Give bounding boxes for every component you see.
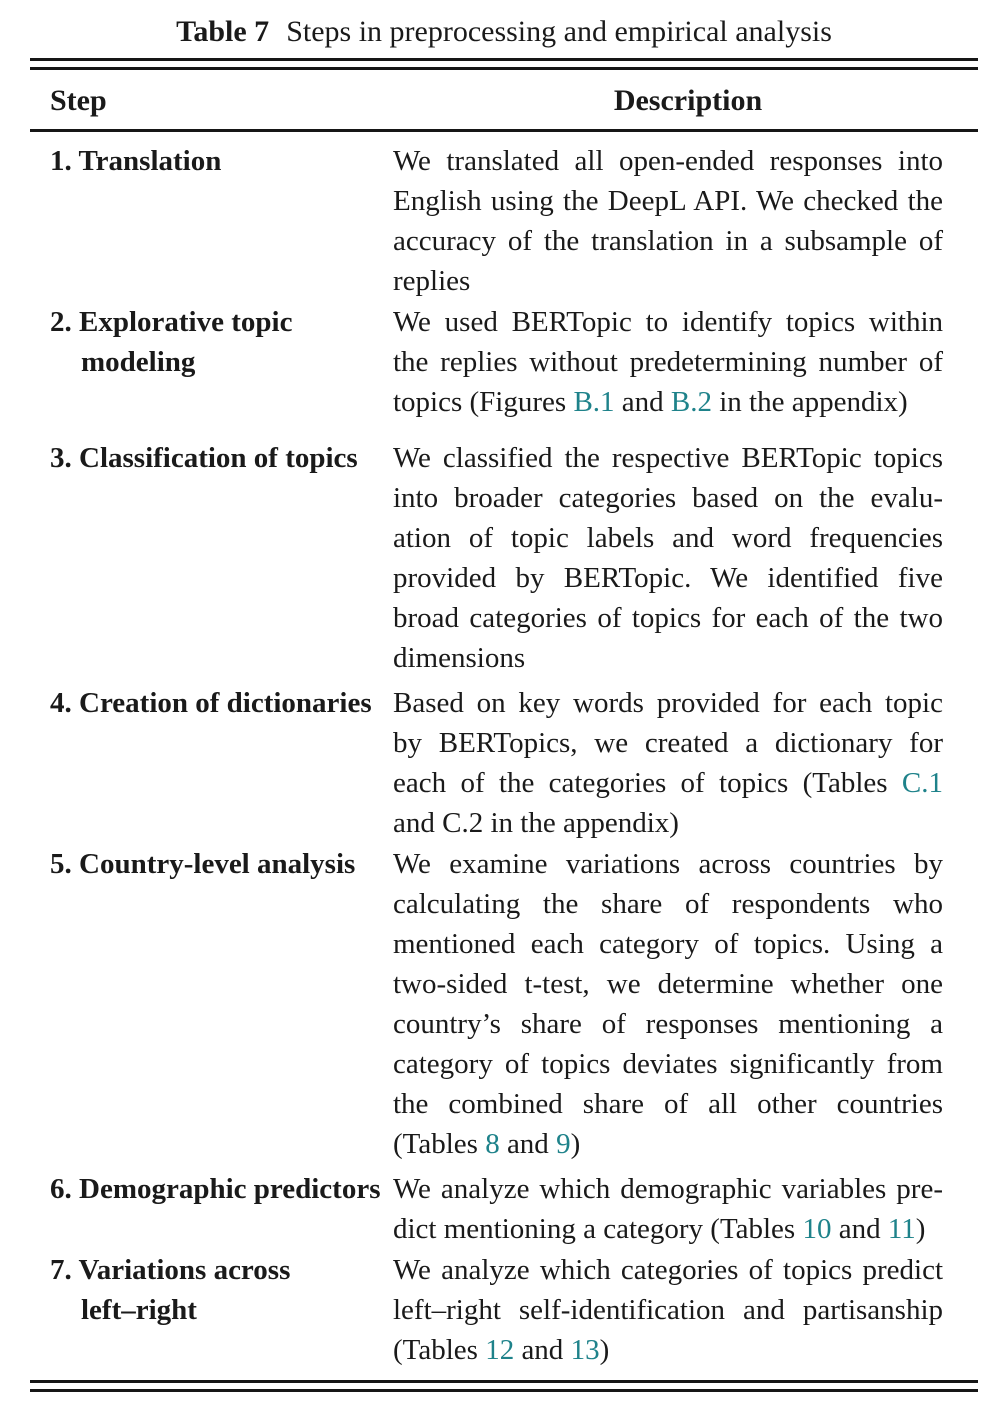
step-label: 4. Creation of dictionaries <box>50 687 372 719</box>
table-row <box>30 302 978 422</box>
description-text: dict mentioning a category (Tables <box>393 1213 803 1245</box>
cross-reference-link[interactable]: 12 <box>485 1334 515 1366</box>
description-text: into broader categories based on the evalu- <box>393 482 943 514</box>
cross-reference-link[interactable]: 13 <box>570 1334 600 1366</box>
description-text: each of the categories of topics (Tables <box>393 767 902 799</box>
description-text: calculating the share of respondents who <box>393 888 943 920</box>
description-text: We analyze which categories of topics predict <box>393 1254 943 1286</box>
table-bottom-rule <box>30 1380 978 1392</box>
description-text: ation of topic labels and word frequencies <box>393 522 943 554</box>
cross-reference-link[interactable]: 10 <box>802 1213 832 1245</box>
cross-reference-link[interactable]: B.2 <box>670 386 712 418</box>
step-label: 7. Variations across <box>50 1254 291 1286</box>
description-line <box>393 478 943 518</box>
description-line <box>393 683 943 723</box>
description-line <box>393 1209 943 1249</box>
description-line <box>393 221 943 261</box>
table-caption-label: Table 7 <box>176 15 270 48</box>
description-cell <box>393 438 943 678</box>
description-text: and <box>499 1128 557 1160</box>
step-cell <box>30 1169 393 1249</box>
description-line <box>393 141 943 181</box>
description-line <box>393 884 943 924</box>
description-cell <box>393 1169 943 1249</box>
description-text: provided by BERTopic. We identified five <box>393 562 943 594</box>
description-text: and C.2 in the appendix) <box>393 807 679 839</box>
description-line <box>393 181 943 221</box>
table-row <box>30 1250 978 1370</box>
description-line <box>393 964 943 1004</box>
steps-table <box>30 58 978 1392</box>
description-text: the combined share of all other countries <box>393 1088 943 1120</box>
table-header-row <box>30 70 978 129</box>
description-text: Based on key words provided for each topic <box>393 687 943 719</box>
description-text: ) <box>570 1128 581 1160</box>
cross-reference-link[interactable]: 9 <box>556 1128 571 1160</box>
step-label: 6. Demographic predictors <box>50 1173 381 1205</box>
step-cell <box>30 302 393 422</box>
description-text: the replies without predetermining number of <box>393 346 943 378</box>
table-caption-text: Steps in preprocessing and empirical analysis <box>286 15 832 48</box>
table-caption <box>0 0 1008 51</box>
step-label: 1. Translation <box>50 145 222 177</box>
step-cell <box>30 844 393 1164</box>
description-text: (Tables <box>393 1334 486 1366</box>
description-line <box>393 1084 943 1124</box>
description-line <box>393 924 943 964</box>
description-text: We used BERTopic to identify topics within <box>393 306 943 338</box>
table-row <box>30 844 978 1164</box>
description-text: replies <box>393 265 471 297</box>
description-text: and <box>614 386 671 418</box>
description-text: broad categories of topics for each of the two <box>393 602 943 634</box>
description-cell <box>393 844 943 1164</box>
description-line <box>393 638 943 678</box>
description-text: ) <box>599 1334 610 1366</box>
description-text: country’s share of responses mentioning a <box>393 1008 943 1040</box>
description-line <box>393 1169 943 1209</box>
cross-reference-link[interactable]: B.1 <box>573 386 615 418</box>
description-cell <box>393 683 943 843</box>
description-text: dimensions <box>393 642 526 674</box>
step-cell <box>30 141 393 301</box>
description-line <box>393 1250 943 1290</box>
step-cell <box>30 1250 393 1370</box>
step-label: modeling <box>81 346 196 378</box>
description-text: category of topics deviates significantly from <box>393 1048 943 1080</box>
step-label: 5. Country-level analysis <box>50 848 356 880</box>
description-cell <box>393 1250 943 1370</box>
description-line <box>393 1004 943 1044</box>
description-line <box>393 1330 943 1370</box>
table-row <box>30 438 978 678</box>
step-label: 2. Explorative topic <box>50 306 293 338</box>
column-header-step: Step <box>50 84 107 117</box>
step-label: left–right <box>81 1294 197 1326</box>
description-text: and <box>831 1213 888 1245</box>
description-line <box>393 763 943 803</box>
description-text: in the appendix) <box>712 386 908 418</box>
description-line <box>393 261 943 301</box>
description-line <box>393 438 943 478</box>
cross-reference-link[interactable]: 8 <box>485 1128 500 1160</box>
step-label: 3. Classification of topics <box>50 442 358 474</box>
table-row <box>30 141 978 301</box>
description-cell <box>393 141 943 301</box>
description-line <box>393 302 943 342</box>
step-cell <box>30 683 393 843</box>
description-line <box>393 558 943 598</box>
description-line <box>393 803 943 843</box>
description-text: We translated all open-ended responses into <box>393 145 943 177</box>
description-text: two-sided t-test, we determine whether one <box>393 968 943 1000</box>
description-line <box>393 1124 943 1164</box>
description-text: English using the DeepL API. We checked the <box>393 185 943 217</box>
table-top-rule <box>30 58 978 70</box>
cross-reference-link[interactable]: 11 <box>887 1213 916 1245</box>
description-line <box>393 342 943 382</box>
description-text: We examine variations across countries by <box>393 848 943 880</box>
description-text: by BERTopics, we created a dictionary for <box>393 727 943 759</box>
description-line <box>393 723 943 763</box>
description-line <box>393 1290 943 1330</box>
column-header-description: Description <box>613 84 763 117</box>
description-text: left–right self-identification and partisanship <box>393 1294 943 1326</box>
cross-reference-link[interactable]: C.1 <box>901 767 943 799</box>
description-text: mentioned each category of topics. Using a <box>393 928 943 960</box>
description-text: topics (Figures <box>393 386 574 418</box>
description-line <box>393 518 943 558</box>
table-body <box>30 132 978 1380</box>
description-line <box>393 382 943 422</box>
description-text: and <box>514 1334 571 1366</box>
table-row <box>30 683 978 843</box>
description-line <box>393 844 943 884</box>
description-text: (Tables <box>393 1128 486 1160</box>
description-text: accuracy of the translation in a subsample of <box>393 225 943 257</box>
description-line <box>393 598 943 638</box>
description-line <box>393 1044 943 1084</box>
description-cell <box>393 302 943 422</box>
description-text: We classified the respective BERTopic topics <box>393 442 943 474</box>
table-row <box>30 1169 978 1249</box>
step-cell <box>30 438 393 678</box>
description-text: ) <box>915 1213 926 1245</box>
description-text: We analyze which demographic variables pre- <box>393 1173 943 1205</box>
